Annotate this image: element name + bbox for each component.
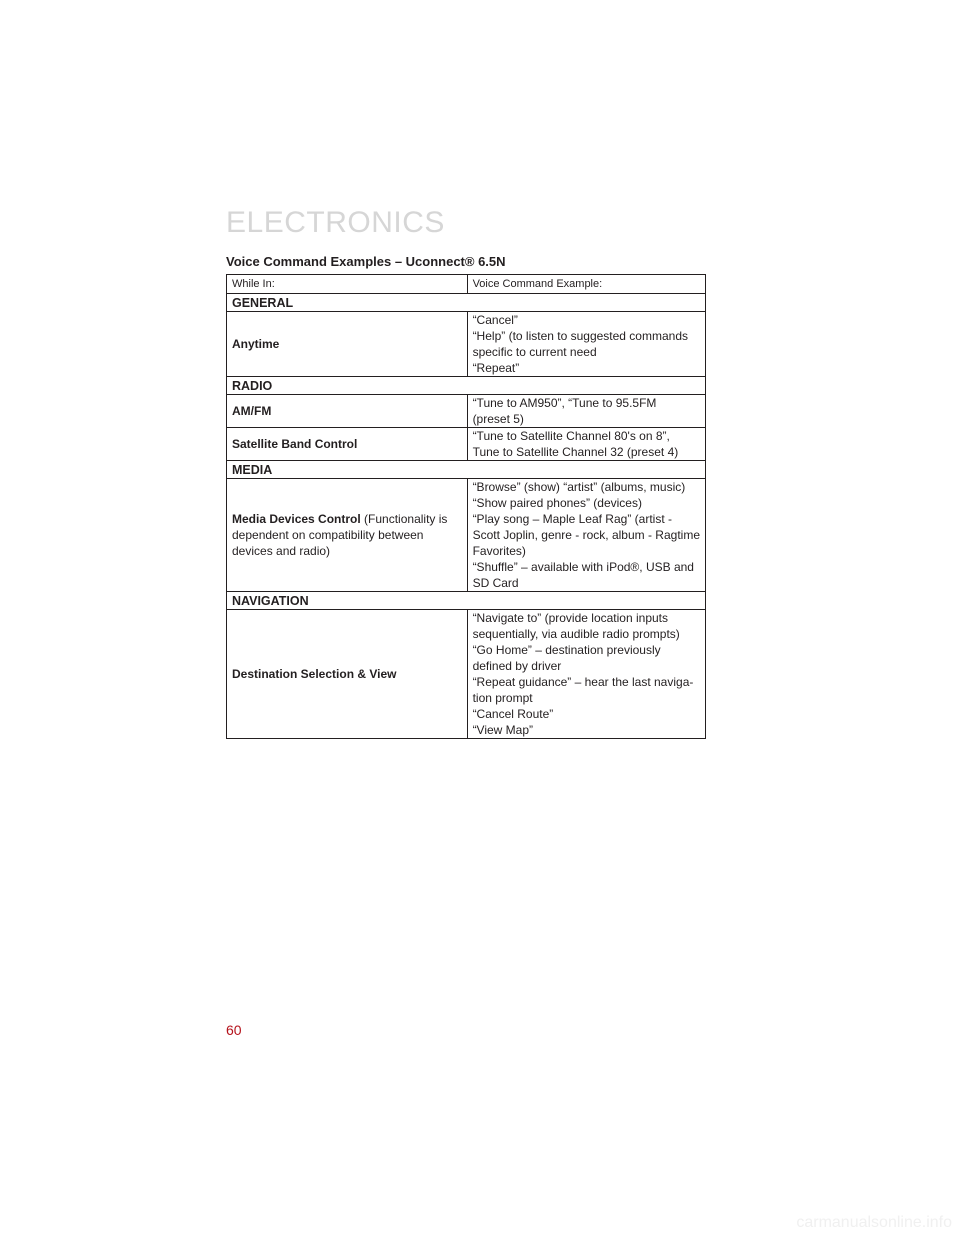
command-cell	[467, 395, 705, 428]
table-row	[227, 428, 706, 461]
command-line: “View Map”	[472, 723, 534, 737]
context-cell	[227, 479, 468, 592]
context-label: Satellite Band Control	[232, 437, 358, 451]
category-label: GENERAL	[227, 294, 706, 312]
voice-command-table	[226, 274, 706, 739]
command-line: “Repeat guidance” – hear the last naviga-	[472, 675, 694, 689]
command-line: “Browse” (show) “artist” (albums, music)	[472, 480, 686, 494]
command-line: defined by driver	[472, 659, 562, 673]
context-label: Destination Selection & View	[232, 667, 397, 681]
command-line: Tune to Satellite Channel 32 (preset 4)	[472, 445, 679, 459]
command-line: Favorites)	[472, 544, 526, 558]
table-row	[227, 610, 706, 739]
category-label: NAVIGATION	[227, 592, 706, 610]
command-line: specific to current need	[472, 345, 597, 359]
context-label: AM/FM	[232, 404, 272, 418]
command-line: “Shuffle” – available with iPod®, USB and	[472, 560, 694, 574]
table-row	[227, 312, 706, 377]
table-body	[227, 294, 706, 739]
command-line: Scott Joplin, genre - rock, album - Ragtime	[472, 528, 700, 542]
command-line: “Cancel Route”	[472, 707, 554, 721]
command-line: SD Card	[472, 576, 519, 590]
command-line: sequentially, via audible radio prompts)	[472, 627, 680, 641]
context-label: Anytime	[232, 337, 280, 351]
command-line: tion prompt	[472, 691, 533, 705]
command-line: “Tune to Satellite Channel 80's on 8”,	[472, 429, 670, 443]
watermark: carmanualsonline.info	[796, 1214, 952, 1231]
command-line: “Cancel”	[472, 313, 518, 327]
context-cell	[227, 610, 468, 739]
command-line: “Navigate to” (provide location inputs	[472, 611, 668, 625]
command-line: “Repeat”	[472, 361, 520, 375]
category-row	[227, 377, 706, 395]
command-cell	[467, 312, 705, 377]
category-row	[227, 294, 706, 312]
context-label: Media Devices Control	[232, 512, 361, 526]
command-line: “Play song – Maple Leaf Rag” (artist -	[472, 512, 672, 526]
page-number: 60	[226, 1022, 242, 1038]
table-row	[227, 479, 706, 592]
section-header: ELECTRONICS	[226, 206, 445, 239]
command-line: “Tune to AM950”, “Tune to 95.5FM	[472, 396, 657, 410]
command-line: (preset 5)	[472, 412, 524, 426]
column-header-voice-command: Voice Command Example:	[467, 275, 705, 294]
context-cell	[227, 428, 468, 461]
context-cell	[227, 395, 468, 428]
command-line: “Go Home” – destination previously	[472, 643, 661, 657]
category-label: RADIO	[227, 377, 706, 395]
command-line: “Show paired phones” (devices)	[472, 496, 642, 510]
table-row	[227, 395, 706, 428]
category-row	[227, 592, 706, 610]
command-cell	[467, 428, 705, 461]
category-label: MEDIA	[227, 461, 706, 479]
table-header-row	[227, 275, 706, 294]
column-header-while-in: While In:	[227, 275, 468, 294]
command-line: “Help” (to listen to suggested commands	[472, 329, 688, 343]
category-row	[227, 461, 706, 479]
table-title: Voice Command Examples – Uconnect® 6.5N	[226, 254, 506, 269]
command-cell	[467, 479, 705, 592]
context-note: (Functionality is dependent on compatibility between devices and radio)	[232, 512, 448, 558]
command-cell	[467, 610, 705, 739]
context-cell	[227, 312, 468, 377]
